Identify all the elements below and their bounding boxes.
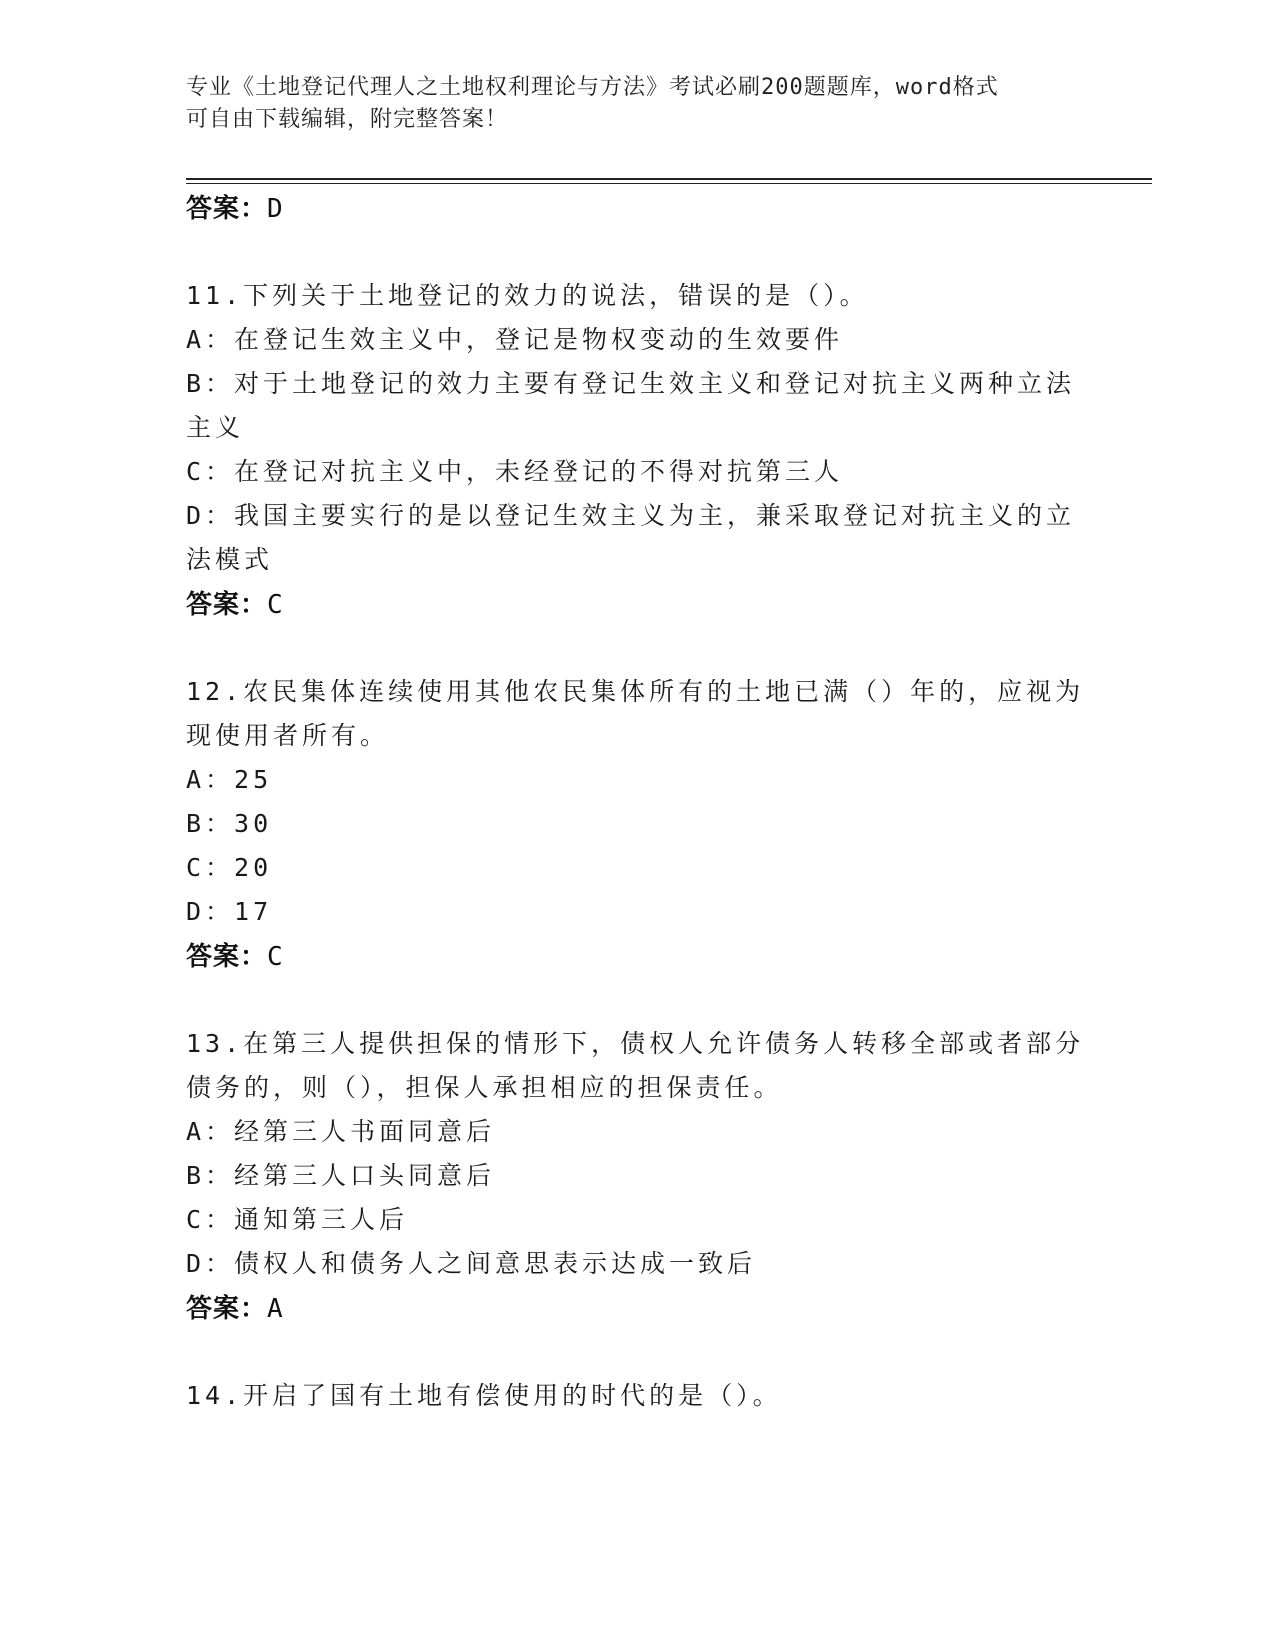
question-stem: 11.下列关于土地登记的效力的说法，错误的是（）。 <box>186 281 869 310</box>
answer-label: 答案： <box>186 942 268 972</box>
question-option: 法模式 <box>186 545 274 574</box>
question-option: A：经第三人书面同意后 <box>186 1117 496 1146</box>
question-option: D：债权人和债务人之间意思表示达成一致后 <box>186 1249 757 1278</box>
header-rule-thin <box>186 183 1152 184</box>
question-stem: 债务的，则（），担保人承担相应的担保责任。 <box>186 1073 783 1102</box>
header-rule-thick <box>186 178 1152 180</box>
question-stem: 13.在第三人提供担保的情形下，债权人允许债务人转移全部或者部分 <box>186 1029 1085 1058</box>
question-option: D：我国主要实行的是以登记生效主义为主，兼采取登记对抗主义的立 <box>186 501 1076 530</box>
answer-value: C <box>267 590 284 620</box>
previous-answer <box>186 188 284 225</box>
question-stem: 14.开启了国有土地有偿使用的时代的是（）。 <box>186 1381 782 1410</box>
question-option: 主义 <box>186 413 245 442</box>
question-option: B：30 <box>186 809 273 838</box>
question-option: D：17 <box>186 897 273 926</box>
answer-label: 答案： <box>186 590 268 620</box>
header-line-1: 专业《土地登记代理人之土地权利理论与方法》考试必刷200题题库，word格式 <box>186 75 999 100</box>
question-answer <box>186 936 284 973</box>
question-answer <box>186 1288 284 1325</box>
question-option: C：在登记对抗主义中，未经登记的不得对抗第三人 <box>186 457 844 486</box>
question-option: B：对于土地登记的效力主要有登记生效主义和登记对抗主义两种立法 <box>186 369 1076 398</box>
document-header <box>186 72 1076 136</box>
question-option: C：通知第三人后 <box>186 1205 409 1234</box>
answer-label: 答案： <box>186 194 268 224</box>
answer-value: A <box>267 1294 284 1324</box>
header-line-2: 可自由下载编辑，附完整答案！ <box>186 107 509 132</box>
question-option: B：经第三人口头同意后 <box>186 1161 496 1190</box>
question-option: A：在登记生效主义中，登记是物权变动的生效要件 <box>186 325 844 354</box>
question-answer <box>186 584 284 621</box>
question-stem: 现使用者所有。 <box>186 721 390 750</box>
question-option: C：20 <box>186 853 273 882</box>
answer-value: D <box>267 194 284 224</box>
answer-label: 答案： <box>186 1294 268 1324</box>
answer-value: C <box>267 942 284 972</box>
question-stem: 12.农民集体连续使用其他农民集体所有的土地已满（）年的，应视为 <box>186 677 1085 706</box>
question-option: A：25 <box>186 765 273 794</box>
